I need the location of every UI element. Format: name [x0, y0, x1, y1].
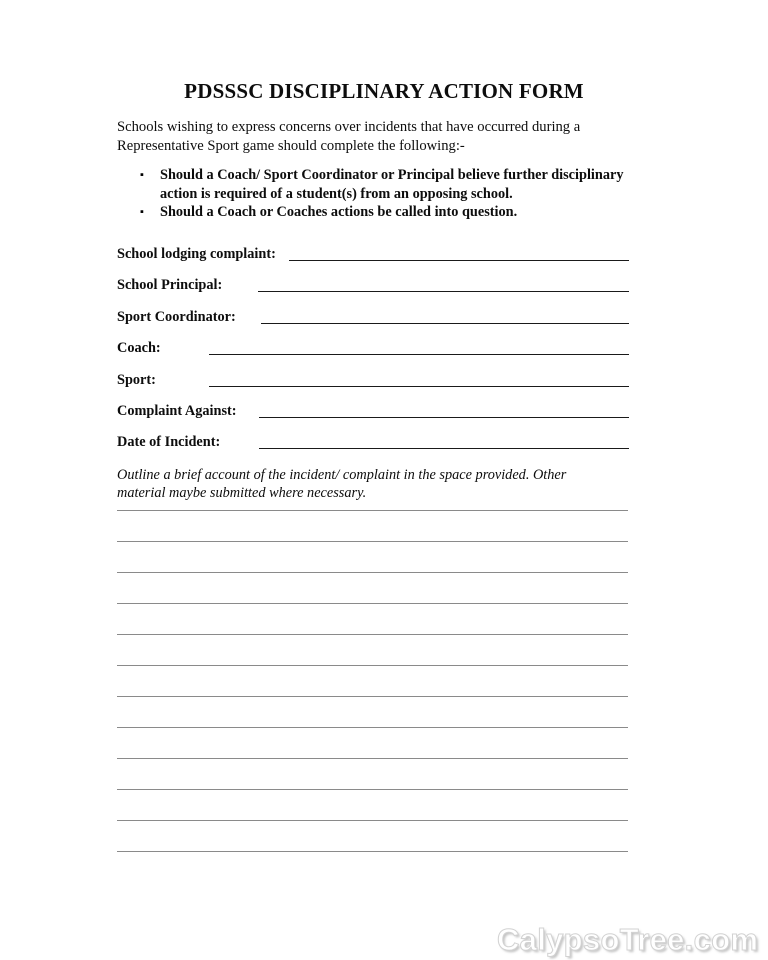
writing-line[interactable] [117, 634, 628, 635]
writing-line[interactable] [117, 665, 628, 666]
requirement-item [140, 203, 640, 222]
form-field-row [117, 309, 629, 340]
writing-line[interactable] [117, 510, 628, 511]
form-field-row [117, 340, 629, 371]
watermark: CalypsoTree.com [497, 922, 759, 957]
intro-paragraph: Schools wishing to express concerns over incidents that have occurred during a Representative Sport game should complete the following:- [117, 119, 581, 154]
form-field-row [117, 246, 629, 277]
form-field-label: Date of Incident: [117, 434, 221, 451]
page-title: PDSSSC DISCIPLINARY ACTION FORM [184, 79, 584, 103]
form-field-label: Complaint Against: [117, 402, 237, 419]
form-field-input-line[interactable] [259, 417, 629, 418]
form-field-input-line[interactable] [259, 448, 629, 449]
form-field-row [117, 403, 629, 434]
requirement-item-text: Should a Coach or Coaches actions be called into question. [160, 204, 518, 220]
form-field-input-line[interactable] [258, 291, 629, 292]
writing-line[interactable] [117, 603, 628, 604]
writing-line[interactable] [117, 541, 628, 542]
requirements-list [140, 166, 640, 222]
writing-line[interactable] [117, 758, 628, 759]
requirement-item [140, 166, 640, 203]
form-field-label: Sport: [117, 371, 156, 388]
form-field-input-line[interactable] [209, 386, 629, 387]
writing-line[interactable] [117, 572, 628, 573]
form-field-label: School Principal: [117, 277, 223, 294]
free-text-writing-area[interactable] [117, 510, 628, 882]
form-field-label: School lodging complaint: [117, 246, 276, 262]
writing-line[interactable] [117, 727, 628, 728]
form-field-input-line[interactable] [289, 260, 629, 261]
form-field-row [117, 372, 629, 403]
form-field-row [117, 277, 629, 308]
instruction-text: Outline a brief account of the incident/ complaint in the space provided. Other material maybe submitted where necessary. [117, 467, 567, 501]
square-bullet-icon: ▪ [140, 169, 144, 181]
form-field-row [117, 434, 629, 465]
form-field-input-line[interactable] [261, 323, 629, 324]
writing-line[interactable] [117, 789, 628, 790]
form-field-label: Coach: [117, 340, 161, 357]
writing-line[interactable] [117, 696, 628, 697]
writing-line[interactable] [117, 820, 628, 821]
square-bullet-icon: ▪ [140, 206, 144, 218]
form-field-label: Sport Coordinator: [117, 308, 236, 325]
writing-line[interactable] [117, 851, 628, 852]
requirement-item-text: Should a Coach/ Sport Coordinator or Principal believe further disciplinary action is required of a student(s) from an opposing school. [160, 167, 624, 202]
form-field-input-line[interactable] [209, 354, 629, 355]
form-fields [117, 246, 629, 466]
